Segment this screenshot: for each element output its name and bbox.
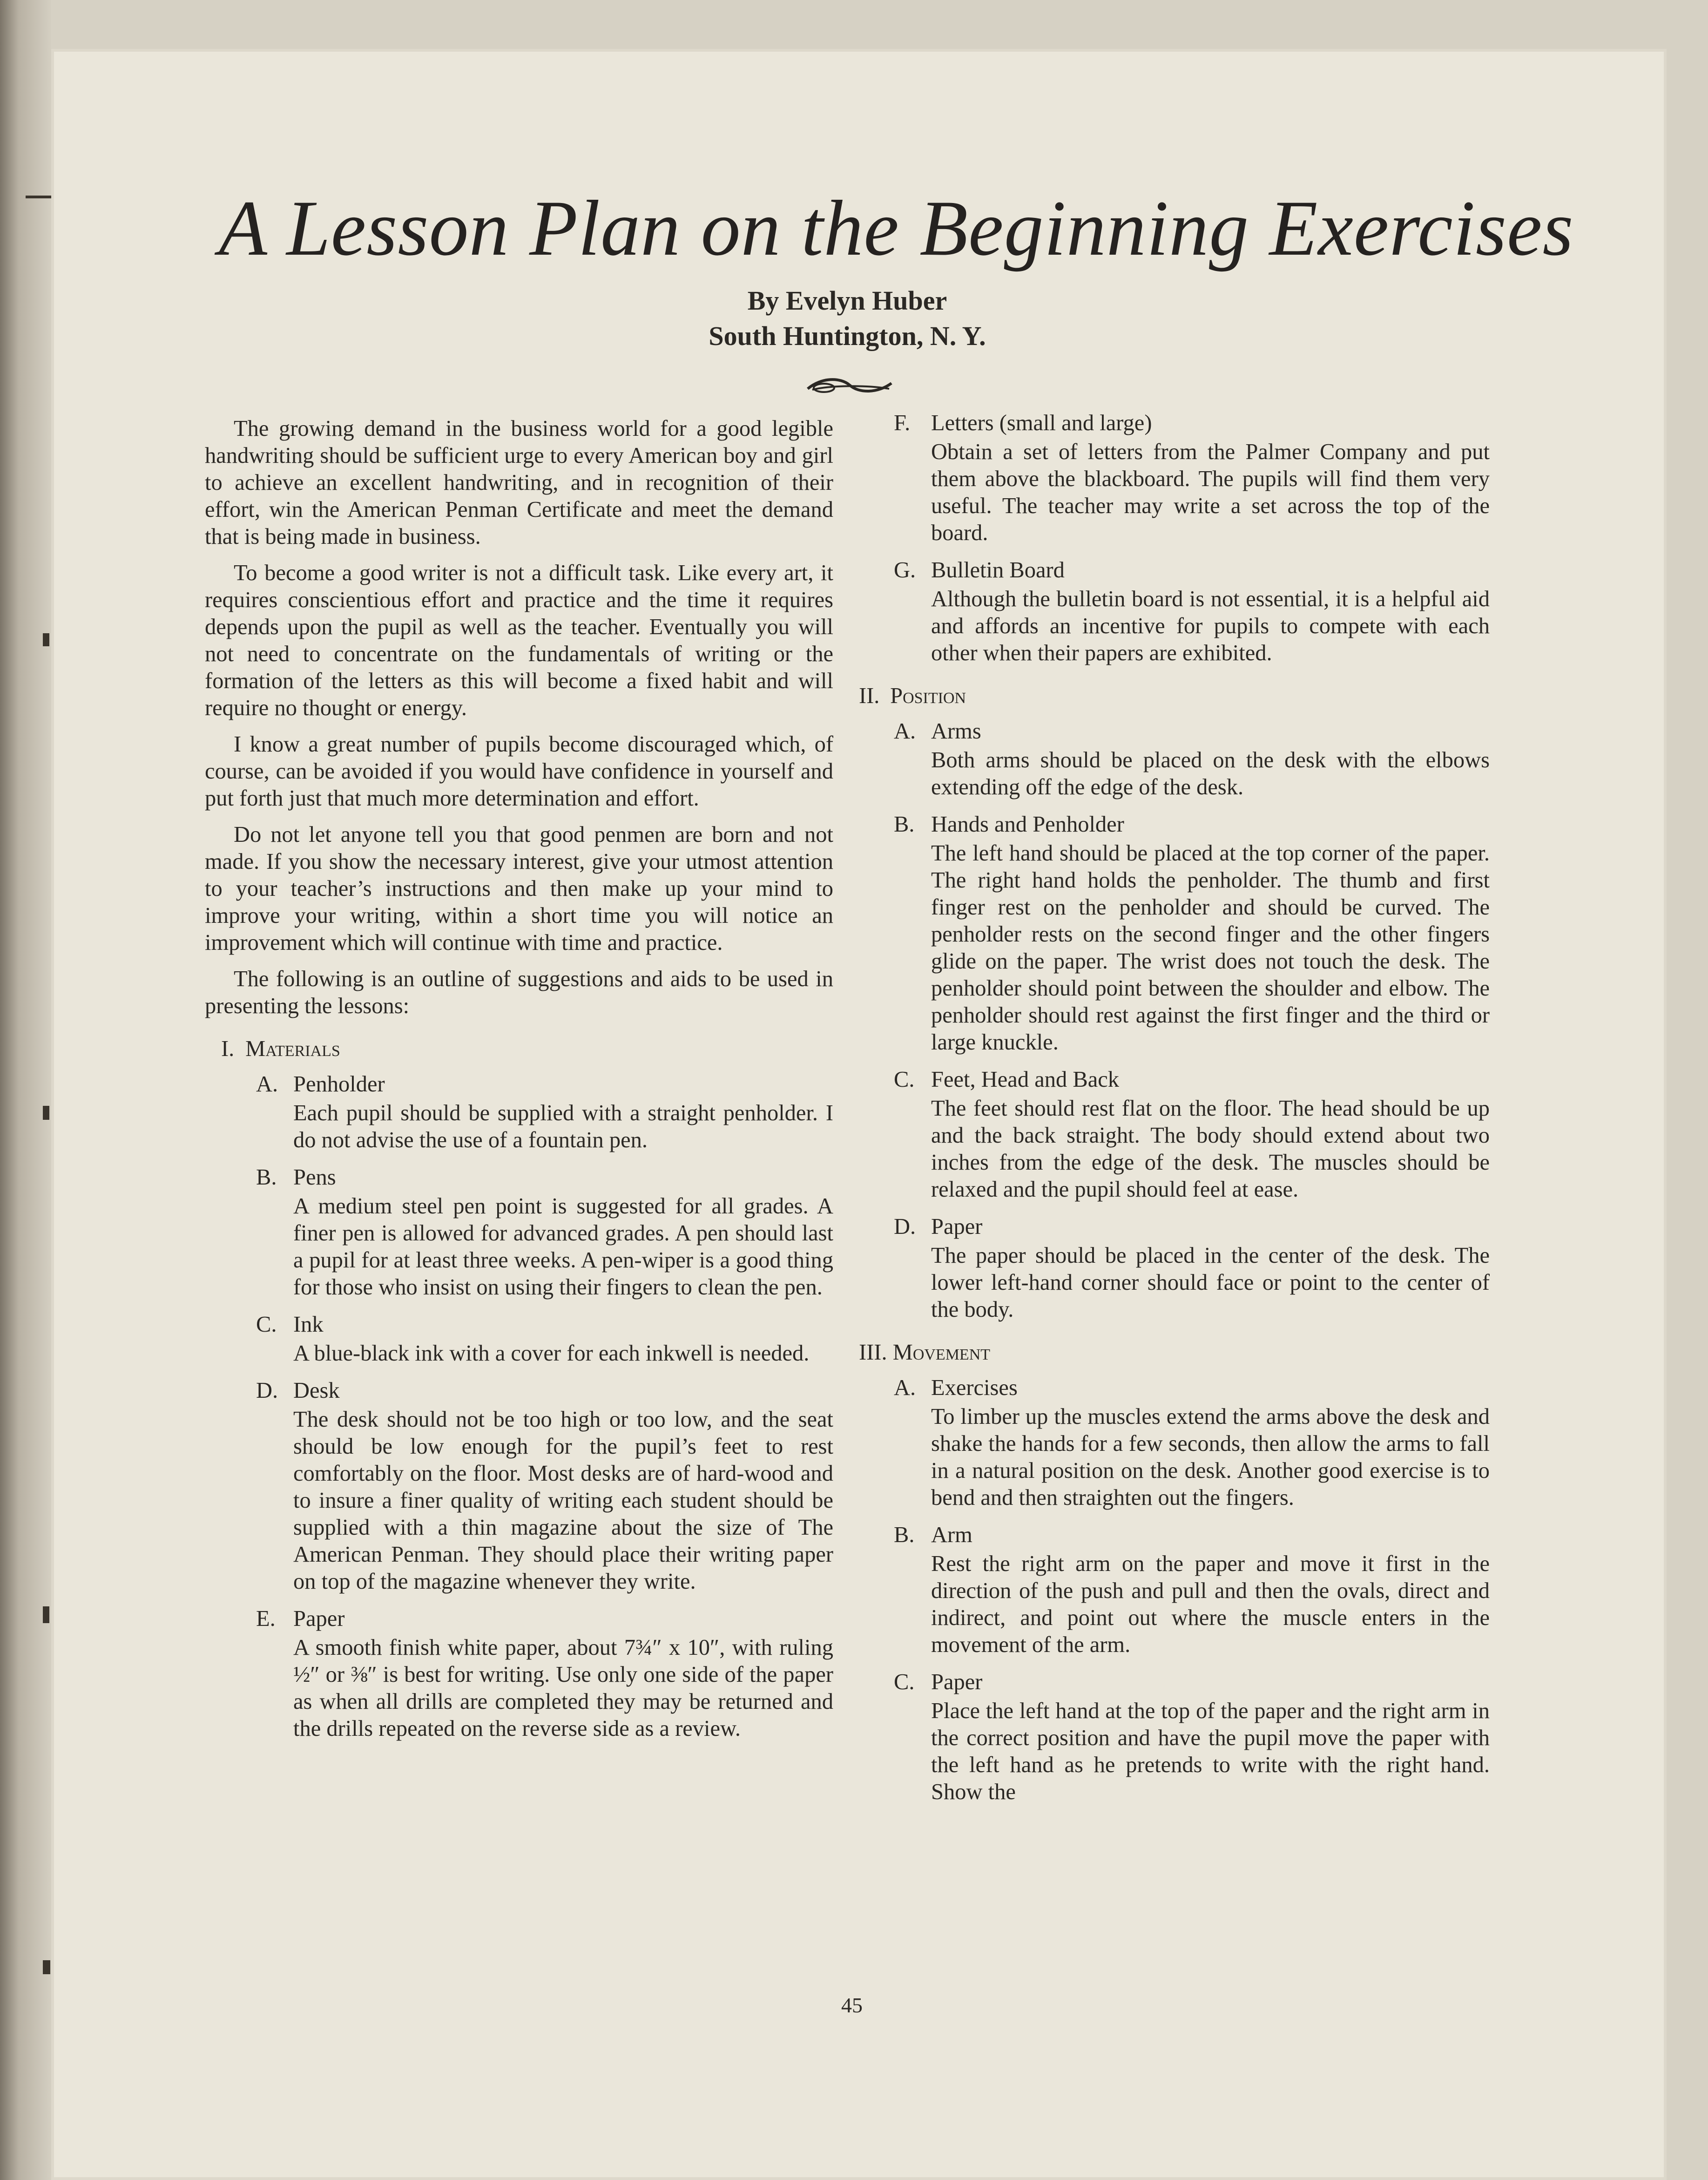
intro-paragraph: I know a great number of pupils become discouraged which, of course, can be avoided if you would have confidence in yourself and put forth just that much more determination and effort.: [205, 732, 833, 811]
outline-item-title: Exercises: [931, 1375, 1018, 1400]
outline-item-title: Desk: [293, 1378, 340, 1403]
outline-item: C. Feet, Head and Back The feet should rest flat on the floor. The head should be up and the back straight. The body should extend about two inches from the edge of the desk. The muscles should be relaxed and the pupil should feel at ease.: [894, 1066, 1490, 1203]
outline-item-title: Paper: [293, 1606, 345, 1631]
outline-item-body: Although the bulletin board is not essential, it is a helpful aid and affords an incentive for pupils to compete with each other when their papers are exhibited.: [931, 587, 1490, 665]
outline-item: A. Arms Both arms should be placed on the desk with the elbows extending off the edge of the desk.: [894, 718, 1490, 801]
outline-item-title: Penholder: [293, 1072, 385, 1097]
outline-item-title: Paper: [931, 1214, 983, 1239]
outline-item: A. Penholder Each pupil should be supplied with a straight penholder. I do not advise the use of a fountain pen.: [256, 1071, 833, 1154]
intro-paragraph: The following is an outline of suggestions and aids to be used in presenting the lessons:: [205, 967, 833, 1018]
outline-item-body: The left hand should be placed at the top corner of the paper. The right hand holds the penholder. The thumb and first finger rest on the penholder and should be curved. The penholder rests on the second finger and the other fingers glide on the paper. The wrist does not touch the desk. The penholder should point between the shoulder and elbow. The penholder should rest against the first finger and the third or large knuckle.: [931, 841, 1490, 1055]
binding-gutter: [0, 0, 51, 2180]
outline-item-body: A blue-black ink with a cover for each inkwell is needed.: [293, 1341, 810, 1366]
right-column: [859, 410, 1490, 1816]
outline-item-body: The feet should rest flat on the floor. The head should be up and the back straight. The body should extend about two inches from the edge of the desk. The muscles should be relaxed and the pupil should feel at ease.: [931, 1096, 1490, 1202]
binding-mark: [43, 1960, 50, 1974]
outline-item-body: To limber up the muscles extend the arms above the desk and shake the hands for a few seconds, then allow the arms to fall in a natural position on the desk. Another good exercise is to bend and then straighten out the fingers.: [931, 1404, 1490, 1510]
outline-item: G. Bulletin Board Although the bulletin board is not essential, it is a helpful aid and affords an incentive for pupils to compete with each other when their papers are exhibited.: [894, 557, 1490, 667]
outline-item-title: Arms: [931, 719, 981, 744]
outline-item-title: Bulletin Board: [931, 558, 1065, 582]
outline-item-body: Each pupil should be supplied with a straight penholder. I do not advise the use of a fountain pen.: [293, 1101, 833, 1152]
outline-item: E. Paper A smooth finish white paper, about 7¾″ x 10″, with ruling ½″ or ⅜″ is best for writing. Use only one side of the paper as when all drills are completed they may be returned and the drills repeated on the reverse side as a review.: [256, 1605, 833, 1742]
section-heading: III. Movement: [859, 1340, 991, 1365]
byline: [219, 283, 1476, 354]
binding-mark: [43, 1106, 49, 1120]
intro-paragraph: To become a good writer is not a difficult task. Like every art, it requires conscientious effort and practice and the time it requires depends upon the pupil as well as the teacher. Eventually you will not need to concentrate on the fundamentals of writing or the formation of the letters as this will become a fixed habit and will require no thought or energy.: [205, 561, 833, 720]
outline-item-body: The paper should be placed in the center of the desk. The lower left-hand corner should face or point to the center of the body.: [931, 1243, 1490, 1322]
outline-item-body: A medium steel pen point is suggested for all grades. A finer pen is allowed for advanced grades. A pen should last a pupil for at least three weeks. A pen-wiper is a good thing for those who insist on using their fingers to clean the pen.: [293, 1194, 833, 1300]
intro-paragraph: Do not let anyone tell you that good penmen are born and not made. If you show the necessary interest, give your utmost attention to your teacher’s instructions and then make up your mind to improve your writing, within a short time you will notice an improvement which will continue with time and practice.: [205, 822, 833, 955]
outline-item-body: Rest the right arm on the paper and move it first in the direction of the push and pull and then the ovals, direct and indirect, and point out where the muscle enters in the movement of the arm.: [931, 1551, 1490, 1657]
article-title: A Lesson Plan on the Beginning Exercises: [219, 184, 1574, 272]
author-name: By Evelyn Huber: [747, 285, 947, 316]
outline-item-title: Pens: [293, 1165, 336, 1190]
outline-item-body: Both arms should be placed on the desk with the elbows extending off the edge of the desk.: [931, 748, 1490, 799]
outline-item: B. Pens A medium steel pen point is suggested for all grades. A finer pen is allowed for advanced grades. A pen should last a pupil for at least three weeks. A pen-wiper is a good thing for those who insist on using their fingers to clean the pen.: [256, 1164, 833, 1301]
outline-item: C. Paper Place the left hand at the top of the paper and the right arm in the correct position and have the pupil move the paper with the left hand as he pretends to write with the right hand. Show the: [894, 1669, 1490, 1806]
outline-item-body: The desk should not be too high or too low, and the seat should be low enough for the pupil’s feet to rest comfortably on the floor. Most desks are of hard-wood and to insure a finer quality of writing each student should be supplied with a thin magazine about the size of The American Penman. They should place their writing paper on top of the magazine whenever they write.: [293, 1407, 833, 1594]
outline-item: D. Paper The paper should be placed in the center of the desk. The lower left-hand corner should face or point to the center of the body.: [894, 1213, 1490, 1323]
outline-item: B. Arm Rest the right arm on the paper and move it first in the direction of the push and pull and then the ovals, direct and indirect, and point out where the muscle enters in the movement of the arm.: [894, 1522, 1490, 1659]
outline-item-title: Paper: [931, 1670, 983, 1694]
page-number: 45: [841, 1993, 863, 2017]
flourish-ornament-icon: [803, 375, 896, 398]
outline-item-title: Feet, Head and Back: [931, 1067, 1120, 1092]
intro-paragraph: The growing demand in the business world for a good legible handwriting should be sufficient urge to every American boy and girl to achieve an excellent handwriting, and in recognition of their effort, win the American Penman Certificate and meet the demand that is being made in business.: [205, 416, 833, 549]
author-location: South Huntington, N. Y.: [709, 321, 986, 351]
section-heading: II. Position: [859, 684, 966, 708]
outline-item-body: Obtain a set of letters from the Palmer Company and put them above the blackboard. The pupils will find them very useful. The teacher may write a set across the top of the board.: [931, 440, 1490, 545]
outline-item-title: Arm: [931, 1523, 972, 1547]
outline-item: A. Exercises To limber up the muscles extend the arms above the desk and shake the hands for a few seconds, then allow the arms to fall in a natural position on the desk. Another good exercise is to bend and then straighten out the fingers.: [894, 1374, 1490, 1511]
section-heading: I. Materials: [221, 1036, 340, 1061]
outline-item: D. Desk The desk should not be too high or too low, and the seat should be low enough for the pupil’s feet to rest comfortably on the floor. Most desks are of hard-wood and to insure a finer quality of writing each student should be supplied with a thin magazine about the size of The American Penman. They should place their writing paper on top of the magazine whenever they write.: [256, 1377, 833, 1595]
outline-item-title: Hands and Penholder: [931, 812, 1124, 837]
outline-item: B. Hands and Penholder The left hand should be placed at the top corner of the paper. The right hand holds the penholder. The thumb and first finger rest on the penholder and should be curved. The penholder rests on the second finger and the other fingers glide on the paper. The wrist does not touch the desk. The penholder should point between the shoulder and elbow. The penholder should rest against the first finger and the third or large knuckle.: [894, 811, 1490, 1056]
outline-item: F. Letters (small and large) Obtain a set of letters from the Palmer Company and put them above the blackboard. The pupils will find them very useful. The teacher may write a set across the top of the board.: [894, 410, 1490, 547]
outline-item: C. Ink A blue-black ink with a cover for each inkwell is needed.: [256, 1311, 833, 1367]
outline-item-body: Place the left hand at the top of the paper and the right arm in the correct position and have the pupil move the paper with the left hand as he pretends to write with the right hand. Show the: [931, 1699, 1490, 1804]
outline-item-title: Ink: [293, 1312, 324, 1337]
outline-item-body: A smooth finish white paper, about 7¾″ x 10″, with ruling ½″ or ⅜″ is best for writing. Use only one side of the paper as when all drills are completed they may be returned and the drills repeated on the reverse side as a review.: [293, 1635, 833, 1741]
left-column: [205, 415, 833, 1753]
binding-mark: [43, 633, 49, 646]
binding-mark: [43, 1606, 49, 1623]
outline-item-title: Letters (small and large): [931, 411, 1152, 435]
